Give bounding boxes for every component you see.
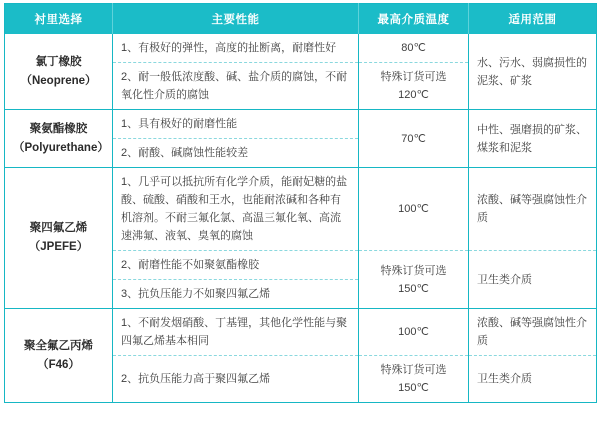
lining-name-en: （Polyurethane）: [13, 141, 109, 154]
max-temp-cell: [359, 34, 469, 63]
lining-name-cn: 聚四氟乙烯: [29, 222, 88, 234]
lining-name-cell: [5, 34, 113, 110]
lining-name-cell: [5, 168, 113, 309]
max-temp-cell: [359, 356, 469, 403]
table-header: [5, 4, 597, 35]
lining-name-en: （Neoprene）: [20, 74, 97, 87]
column-header-lining: 衬里选择: [5, 4, 113, 35]
max-temp-cell: [359, 168, 469, 251]
max-temp-value: 特殊订货可选: [380, 364, 447, 376]
performance-cell: 2、抗负压能力高于聚四氟乙烯: [113, 356, 359, 403]
performance-cell: 2、耐酸、碱腐蚀性能较差: [113, 139, 359, 168]
max-temp-cell: [359, 309, 469, 356]
performance-cell: 2、耐一般低浓度酸、碱、盐介质的腐蚀，不耐氧化性介质的腐蚀: [113, 63, 359, 110]
performance-cell: 3、抗负压能力不如聚四氟乙烯: [113, 280, 359, 309]
table-row: [5, 309, 597, 356]
lining-name-cn: 聚氨酯橡胶: [29, 122, 88, 135]
max-temp-value: 100℃: [398, 203, 429, 215]
lining-spec-table: [4, 3, 597, 403]
max-temp-cell: [359, 63, 469, 110]
lining-name-en: （JPEFE）: [28, 241, 89, 253]
max-temp-value: 80℃: [401, 42, 426, 54]
column-header-performance: 主要性能: [113, 4, 359, 35]
lining-name-cn: 聚全氟乙丙烯: [24, 339, 93, 352]
lining-name-cell: [5, 309, 113, 403]
column-header-max-temp: 最高介质温度: [359, 4, 469, 35]
scope-cell: 中性、强磨损的矿浆、煤浆和泥浆: [469, 110, 597, 168]
max-temp-value-alt: 150℃: [398, 282, 429, 295]
max-temp-value-alt: 150℃: [398, 382, 429, 394]
table-row: [5, 168, 597, 251]
performance-cell: 1、具有极好的耐磨性能: [113, 110, 359, 139]
scope-cell: 浓酸、碱等强腐蚀性介质: [469, 309, 597, 356]
lining-name-cell: [5, 110, 113, 168]
scope-cell: 卫生类介质: [477, 273, 532, 286]
scope-cell: 卫生类介质: [477, 373, 532, 385]
max-temp-value: 70℃: [401, 132, 426, 145]
performance-cell: 1、几乎可以抵抗所有化学介质，能耐妃糖的盐酸、硫酸、硝酸和王水，也能耐浓碱和各种有机溶剂。不耐三氟化氯、高温三氟化氧、高流速沸氟、液氧、臭氧的腐蚀: [113, 168, 359, 251]
table-header-row: [5, 4, 597, 35]
performance-cell: 2、耐磨性能不如聚氨酯橡胶: [113, 251, 359, 280]
scope-cell: 水、污水、弱腐损性的泥浆、矿浆: [477, 56, 587, 87]
performance-cell: 1、有极好的弹性，高度的扯断离，耐磨性好: [113, 34, 359, 63]
scope-cell: 浓酸、碱等强腐蚀性介质: [469, 168, 597, 251]
max-temp-cell: [359, 110, 469, 168]
max-temp-value-alt: 120℃: [398, 89, 429, 101]
max-temp-value: 特殊订货可选: [380, 71, 447, 83]
table-row: [5, 34, 597, 63]
column-header-scope: 适用范围: [469, 4, 597, 35]
max-temp-value: 100℃: [398, 326, 429, 338]
max-temp-cell: [359, 251, 469, 309]
table-body: [5, 34, 597, 403]
max-temp-value: 特殊订货可选: [380, 264, 447, 277]
table-row: [5, 110, 597, 139]
lining-name-en: （F46）: [37, 358, 80, 371]
lining-name-cn: 氯丁橡胶: [35, 55, 82, 68]
performance-cell: 1、不耐发烟硝酸、丁基锂，其他化学性能与聚四氟乙烯基本相同: [113, 309, 359, 356]
